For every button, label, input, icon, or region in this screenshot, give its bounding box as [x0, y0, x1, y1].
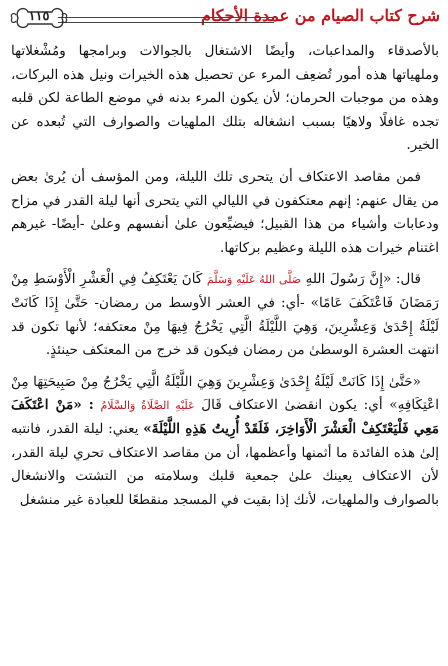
hadith-lead: «حَتَّىٰ إِذَا كَانَتْ لَيْلَةُ إِحْدَىٰ وَعِشْرِينَ وَهِيَ اللَّيْلَةُ الَّتِي يَخْرُجُ مِنْ صَبِيحَتِهَا مِنْ اعْتِكَافِهِ» أي: يكون انقضىٰ الاعتكاف قَالَ: [11, 373, 440, 414]
header-rule: [58, 17, 274, 23]
paragraph-text: يعني: ليلة القدر، فانتبه إلىٰ هذه الفائدة ما أثمنها وأعظمها، أن من مقاصد الاعتكاف تحري ليلة القدر، لأن الاعتكاف يعينك علىٰ جمعية قلبك وسلامته من التشتت والانشغال بالصوارف والملهيات، لأنك إذا بقيت في المسجد منقطعًا للعبادة غير منشغل: [11, 420, 439, 508]
paragraph: [11, 371, 439, 513]
page-body: [11, 40, 439, 520]
paragraph-text: كَانَ يَعْتَكِفُ فِي الْعَشْرِ الْأَوْسَطِ مِنْ رَمَضَانَ فَاعْتَكَفَ عَامًا» -أي: في العشر الأوسط من رمضان- حَتَّىٰ إِذَا كَانَتْ لَيْلَةُ إِحْدَىٰ وَعِشْرِينَ، وَهِيَ اللَّيْلَةُ الَّتِي يَخْرُجُ فِيهَا مِنْ معتكفه؛ لأنها تكون قد انتهت العشرة الوسطىٰ من رمضان فيكون قد خرج من المعتكف حينئذٍ.: [11, 271, 439, 359]
paragraph-text: فمن مقاصد الاعتكاف أن يتحرى تلك الليلة، ومن المؤسف أن يُرىٰ بعض من يقال عنهم: إنهم معتكفون في الليالي التي يتحرى أنها ليلة القدر في مزاح ودعابات وأشياء من هذا القبيل؛ فيضيِّعون علىٰ أنفسهم وعلىٰ -أيضًا- غيرهم اغتنام خيرات هذه الليلة وعظيم بركاتها.: [11, 168, 439, 256]
salutation-text: عَلَيْهِ الصَّلَاةُ وَالسَّلَامُ: [100, 399, 195, 413]
salutation-text: صَلَّى اللهُ عَلَيْهِ وَسَلَّمَ: [206, 273, 302, 287]
paragraph: [11, 166, 439, 260]
paragraph: [11, 268, 439, 362]
hadith-quote: : «مَنْ اعْتَكَفَ مَعِي فَلْيَعْتَكِفْ الْعَشْرَ الْأَوَاخِرَ، فَلَقَدْ أُرِيتُ هَذِهِ اللَّيْلَةَ»: [11, 397, 439, 437]
hadith-lead: قال: «إِنَّ رَسُولَ اللهِ: [305, 271, 422, 288]
book-title: شرح كتاب الصيام من عمدة الأحكام: [200, 6, 440, 25]
page-header: [6, 4, 442, 34]
page-number: ١١٥: [28, 9, 50, 24]
paragraph: [11, 40, 439, 158]
paragraph-text: بالأصدقاء والمداعبات، وأيضًا الاشتغال بالجوالات وبرامجها ومُشْغلاتها وملهياتها هذه أمور تُضعِف المرء عن تحصيل هذه الخيرات ونيل هذه البركات، وهذه من موجبات الحرمان؛ لأن يكون المرء بدنه في موضع الطاعة لكن قلبه تجده غافلًا ولاهيًا بسبب انشغاله بتلك الملهيات والصوارف التي تُبعده عن الخير.: [11, 43, 439, 154]
